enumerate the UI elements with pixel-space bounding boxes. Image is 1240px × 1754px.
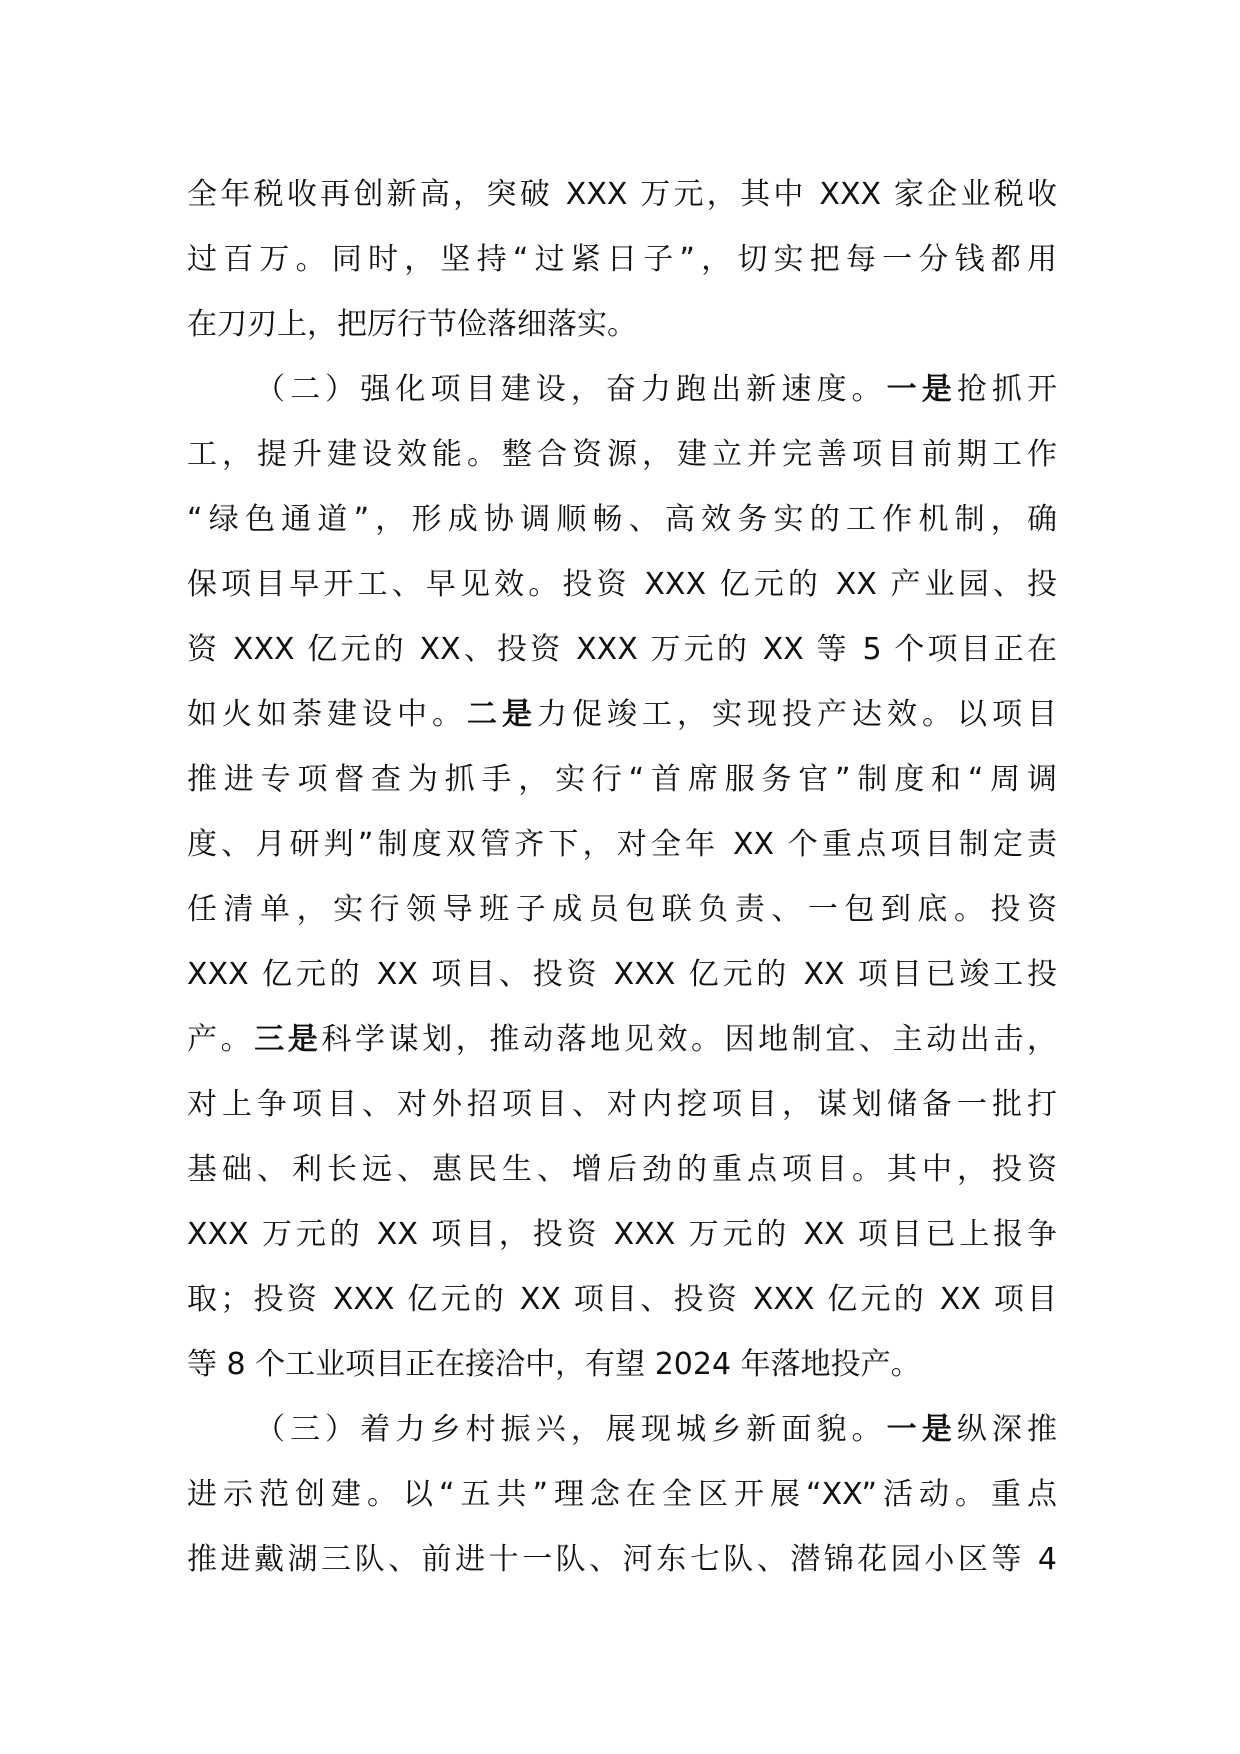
text-line	[187, 1267, 1057, 1332]
text-line	[187, 227, 1057, 292]
body-text: 产。	[187, 1022, 255, 1057]
text-line	[187, 162, 1057, 227]
text-line	[187, 292, 1057, 357]
text-line	[187, 617, 1057, 682]
text-line	[187, 682, 1057, 747]
body-text: 科学谋划，推动落地见效。因地制宜、主动出击，	[321, 1022, 1058, 1057]
text-line	[187, 487, 1057, 552]
body-text: 纵深推	[956, 1412, 1058, 1447]
body-text: XXX 亿元的 XX 项目、投资 XXX 亿元的 XX 项目已竣工投	[187, 957, 1057, 992]
text-line	[187, 1397, 1057, 1462]
text-line	[187, 1072, 1057, 1137]
emphasis-text: 三是	[254, 1022, 322, 1057]
body-text: 取；投资 XXX 亿元的 XX 项目、投资 XXX 亿元的 XX 项目	[187, 1282, 1057, 1317]
body-text: 保项目早开工、早见效。投资 XXX 亿元的 XX 产业园、投	[187, 567, 1057, 602]
text-line	[187, 1332, 1057, 1397]
body-text: 工，提升建设效能。整合资源，建立并完善项目前期工作	[187, 437, 1057, 472]
body-text: 推进戴湖三队、前进十一队、河东七队、潜锦花园小区等 4	[187, 1542, 1057, 1577]
body-text: “绿色通道”，形成协调顺畅、高效务实的工作机制，确	[187, 502, 1057, 537]
text-line	[187, 1137, 1057, 1202]
text-line	[187, 357, 1057, 422]
body-text: 在刀刃上，把厉行节俭落细落实。	[187, 307, 637, 342]
text-line	[187, 747, 1057, 812]
emphasis-text: 一是	[886, 1412, 957, 1447]
emphasis-text: 二是	[467, 697, 537, 732]
text-line	[187, 1527, 1057, 1592]
body-text: 进示范创建。以“五共”理念在全区开展“XX”活动。重点	[187, 1477, 1057, 1512]
body-text: 资 XXX 亿元的 XX、投资 XXX 万元的 XX 等 5 个项目正在	[187, 632, 1057, 667]
text-line	[187, 942, 1057, 1007]
text-line	[187, 1462, 1057, 1527]
text-line	[187, 1007, 1057, 1072]
body-text: 力促竣工，实现投产达效。以项目	[537, 697, 1057, 732]
body-text: 基础、利长远、惠民生、增后劲的重点项目。其中，投资	[187, 1152, 1057, 1187]
text-line	[187, 422, 1057, 487]
body-text: 等 8 个工业项目正在接洽中，有望 2024 年落地投产。	[187, 1347, 921, 1382]
body-text: 度、月研判”制度双管齐下，对全年 XX 个重点项目制定责	[187, 827, 1057, 862]
text-line	[187, 812, 1057, 877]
emphasis-text: 一是	[886, 372, 957, 407]
document-body	[187, 162, 1057, 1592]
body-text: （二）强化项目建设，奋力跑出新速度。	[255, 372, 887, 407]
body-text: 抢抓开	[956, 372, 1058, 407]
body-text: （三）着力乡村振兴，展现城乡新面貌。	[255, 1412, 887, 1447]
body-text: XXX 万元的 XX 项目，投资 XXX 万元的 XX 项目已上报争	[187, 1217, 1057, 1252]
body-text: 全年税收再创新高，突破 XXX 万元，其中 XXX 家企业税收	[187, 177, 1057, 212]
body-text: 对上争项目、对外招项目、对内挖项目，谋划储备一批打	[187, 1087, 1057, 1122]
text-line	[187, 877, 1057, 942]
body-text: 任清单，实行领导班子成员包联负责、一包到底。投资	[187, 892, 1057, 927]
text-line	[187, 552, 1057, 617]
body-text: 推进专项督查为抓手，实行“首席服务官”制度和“周调	[187, 762, 1057, 797]
body-text: 如火如荼建设中。	[187, 697, 467, 732]
text-line	[187, 1202, 1057, 1267]
body-text: 过百万。同时，坚持“过紧日子”，切实把每一分钱都用	[187, 242, 1057, 277]
